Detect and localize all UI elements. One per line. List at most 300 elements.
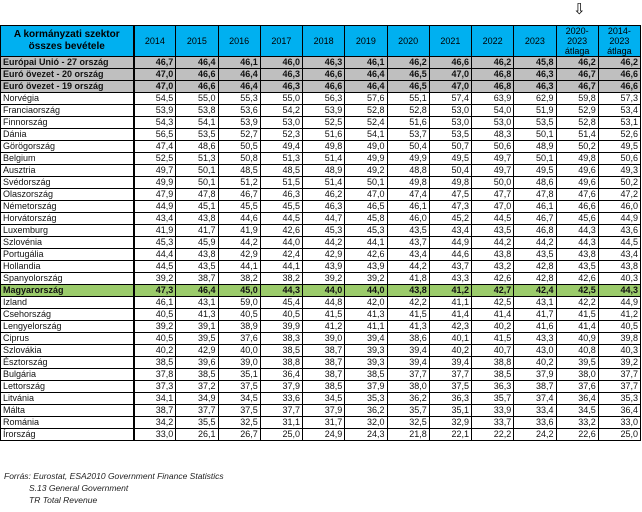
country-name: Csehország — [1, 309, 134, 321]
value-cell: 46,7 — [134, 57, 176, 69]
value-cell: 52,3 — [260, 129, 302, 141]
value-cell: 22,2 — [472, 429, 514, 441]
value-cell: 40,0 — [218, 345, 260, 357]
value-cell: 50,7 — [429, 141, 471, 153]
value-cell: 39,3 — [345, 345, 387, 357]
value-cell: 34,1 — [134, 393, 176, 405]
value-cell: 46,4 — [176, 57, 218, 69]
table-row — [1, 309, 641, 321]
value-cell: 38,7 — [303, 345, 345, 357]
value-cell: 46,3 — [260, 189, 302, 201]
value-cell: 41,9 — [218, 225, 260, 237]
value-cell: 56,5 — [134, 129, 176, 141]
value-cell: 36,3 — [429, 393, 471, 405]
value-cell: 42,6 — [556, 273, 598, 285]
value-cell: 39,0 — [303, 333, 345, 345]
value-cell: 35,3 — [598, 393, 640, 405]
value-cell: 46,5 — [387, 69, 429, 81]
value-cell: 36,3 — [472, 381, 514, 393]
country-name: Málta — [1, 405, 134, 417]
value-cell: 33,9 — [472, 405, 514, 417]
value-cell: 38,8 — [472, 357, 514, 369]
value-cell: 53,6 — [218, 105, 260, 117]
value-cell: 44,3 — [260, 285, 302, 297]
value-cell: 44,0 — [303, 285, 345, 297]
value-cell: 43,7 — [429, 261, 471, 273]
value-cell: 25,0 — [260, 429, 302, 441]
value-cell: 50,1 — [514, 129, 556, 141]
value-cell: 37,9 — [514, 369, 556, 381]
value-cell: 49,4 — [260, 141, 302, 153]
value-cell: 42,9 — [303, 249, 345, 261]
value-cell: 43,1 — [514, 297, 556, 309]
value-cell: 51,3 — [176, 153, 218, 165]
footer-line-2: S.13 General Government — [29, 483, 129, 493]
value-cell: 48,9 — [514, 141, 556, 153]
value-cell: 50,4 — [387, 141, 429, 153]
value-cell: 49,7 — [134, 165, 176, 177]
value-cell: 46,3 — [514, 69, 556, 81]
value-cell: 42,6 — [345, 249, 387, 261]
column-header: 2016 — [218, 26, 260, 57]
value-cell: 22,1 — [429, 429, 471, 441]
value-cell: 52,8 — [556, 117, 598, 129]
value-cell: 38,7 — [514, 381, 556, 393]
value-cell: 44,8 — [303, 297, 345, 309]
value-cell: 44,3 — [598, 285, 640, 297]
column-header: 2020 — [387, 26, 429, 57]
value-cell: 52,5 — [134, 153, 176, 165]
value-cell: 42,3 — [429, 321, 471, 333]
country-name: Finnország — [1, 117, 134, 129]
table-row — [1, 393, 641, 405]
country-name: Észtország — [1, 357, 134, 369]
country-name: Luxemburg — [1, 225, 134, 237]
column-header: 2018 — [303, 26, 345, 57]
value-cell: 33,6 — [260, 393, 302, 405]
column-header: 2020-2023 átlaga — [556, 26, 598, 57]
value-cell: 46,3 — [303, 57, 345, 69]
value-cell: 48,5 — [260, 165, 302, 177]
value-cell: 53,0 — [429, 117, 471, 129]
value-cell: 50,1 — [176, 177, 218, 189]
value-cell: 43,3 — [514, 333, 556, 345]
value-cell: 41,9 — [134, 225, 176, 237]
value-cell: 45,2 — [429, 213, 471, 225]
value-cell: 38,5 — [472, 369, 514, 381]
value-cell: 46,2 — [556, 57, 598, 69]
value-cell: 55,0 — [176, 93, 218, 105]
value-cell: 47,4 — [134, 141, 176, 153]
column-header: 2015 — [176, 26, 218, 57]
value-cell: 43,5 — [387, 225, 429, 237]
value-cell: 52,8 — [387, 105, 429, 117]
column-header: 2022 — [472, 26, 514, 57]
value-cell: 46,6 — [303, 81, 345, 93]
table-row — [1, 177, 641, 189]
value-cell: 41,4 — [429, 309, 471, 321]
value-cell: 57,3 — [598, 93, 640, 105]
value-cell: 55,3 — [218, 93, 260, 105]
country-name: Lengyelország — [1, 321, 134, 333]
value-cell: 47,5 — [429, 189, 471, 201]
value-cell: 46,7 — [556, 81, 598, 93]
value-cell: 38,6 — [387, 333, 429, 345]
value-cell: 46,2 — [303, 189, 345, 201]
value-cell: 43,1 — [176, 297, 218, 309]
value-cell: 47,0 — [134, 81, 176, 93]
value-cell: 49,0 — [345, 141, 387, 153]
table-row — [1, 93, 641, 105]
value-cell: 45,4 — [260, 297, 302, 309]
value-cell: 38,0 — [387, 381, 429, 393]
value-cell: 47,6 — [556, 189, 598, 201]
value-cell: 39,2 — [134, 273, 176, 285]
value-cell: 26,7 — [218, 429, 260, 441]
value-cell: 43,7 — [387, 237, 429, 249]
value-cell: 43,9 — [345, 261, 387, 273]
value-cell: 43,5 — [176, 261, 218, 273]
value-cell: 39,2 — [134, 321, 176, 333]
value-cell: 37,7 — [387, 369, 429, 381]
value-cell: 49,3 — [598, 165, 640, 177]
value-cell: 33,0 — [598, 417, 640, 429]
value-cell: 35,3 — [345, 393, 387, 405]
value-cell: 36,4 — [598, 405, 640, 417]
country-name: Európai Unió - 27 ország — [1, 57, 134, 69]
value-cell: 41,5 — [556, 309, 598, 321]
value-cell: 33,7 — [472, 417, 514, 429]
value-cell: 47,2 — [598, 189, 640, 201]
value-cell: 49,5 — [514, 165, 556, 177]
value-cell: 35,7 — [387, 405, 429, 417]
country-name: Svédország — [1, 177, 134, 189]
value-cell: 46,7 — [218, 189, 260, 201]
table-title: A kormányzati szektor összes bevétele — [1, 26, 134, 57]
table-row — [1, 105, 641, 117]
value-cell: 41,8 — [387, 273, 429, 285]
value-cell: 44,9 — [429, 237, 471, 249]
value-cell: 49,6 — [556, 165, 598, 177]
value-cell: 46,1 — [218, 57, 260, 69]
country-name: Németország — [1, 201, 134, 213]
table-row — [1, 285, 641, 297]
value-cell: 43,5 — [514, 249, 556, 261]
value-cell: 51,6 — [387, 117, 429, 129]
value-cell: 52,5 — [303, 117, 345, 129]
value-cell: 37,9 — [303, 405, 345, 417]
value-cell: 49,8 — [556, 153, 598, 165]
value-cell: 50,1 — [345, 177, 387, 189]
value-cell: 44,0 — [345, 285, 387, 297]
value-cell: 35,5 — [176, 417, 218, 429]
value-cell: 39,2 — [303, 273, 345, 285]
value-cell: 49,5 — [598, 141, 640, 153]
value-cell: 53,0 — [429, 105, 471, 117]
value-cell: 51,6 — [303, 129, 345, 141]
value-cell: 42,2 — [556, 297, 598, 309]
value-cell: 32,5 — [387, 417, 429, 429]
value-cell: 51,9 — [514, 105, 556, 117]
value-cell: 52,6 — [598, 129, 640, 141]
country-name: Litvánia — [1, 393, 134, 405]
value-cell: 37,7 — [260, 405, 302, 417]
value-cell: 37,5 — [429, 381, 471, 393]
table-row — [1, 249, 641, 261]
value-cell: 51,4 — [556, 129, 598, 141]
table-row — [1, 129, 641, 141]
value-cell: 41,6 — [514, 321, 556, 333]
table-row — [1, 369, 641, 381]
value-cell: 50,8 — [218, 153, 260, 165]
value-cell: 49,2 — [345, 165, 387, 177]
country-name: Szlovákia — [1, 345, 134, 357]
value-cell: 42,7 — [472, 285, 514, 297]
value-cell: 46,4 — [218, 69, 260, 81]
value-cell: 42,9 — [218, 249, 260, 261]
column-header: 2019 — [345, 26, 387, 57]
value-cell: 39,4 — [345, 333, 387, 345]
value-cell: 32,9 — [429, 417, 471, 429]
value-cell: 38,2 — [218, 273, 260, 285]
value-cell: 42,2 — [387, 297, 429, 309]
value-cell: 44,7 — [303, 213, 345, 225]
value-cell: 47,0 — [345, 189, 387, 201]
country-name: Románia — [1, 417, 134, 429]
value-cell: 38,7 — [176, 273, 218, 285]
table-row — [1, 165, 641, 177]
value-cell: 48,9 — [303, 165, 345, 177]
value-cell: 40,2 — [472, 321, 514, 333]
value-cell: 39,0 — [218, 357, 260, 369]
footer-line-3: TR Total Revenue — [29, 495, 98, 505]
value-cell: 53,8 — [176, 105, 218, 117]
value-cell: 36,2 — [387, 393, 429, 405]
value-cell: 50,6 — [598, 153, 640, 165]
value-cell: 56,3 — [303, 93, 345, 105]
value-cell: 43,4 — [598, 249, 640, 261]
value-cell: 37,5 — [218, 405, 260, 417]
value-cell: 47,0 — [134, 69, 176, 81]
value-cell: 51,5 — [260, 177, 302, 189]
value-cell: 51,2 — [218, 177, 260, 189]
value-cell: 39,4 — [387, 357, 429, 369]
table-row — [1, 345, 641, 357]
value-cell: 36,2 — [345, 405, 387, 417]
value-cell: 34,5 — [556, 405, 598, 417]
value-cell: 44,2 — [514, 237, 556, 249]
country-name: Lettország — [1, 381, 134, 393]
value-cell: 38,5 — [303, 381, 345, 393]
value-cell: 24,2 — [514, 429, 556, 441]
value-cell: 45,1 — [176, 201, 218, 213]
value-cell: 47,8 — [514, 189, 556, 201]
value-cell: 53,9 — [134, 105, 176, 117]
value-cell: 43,8 — [176, 213, 218, 225]
value-cell: 46,2 — [598, 57, 640, 69]
value-cell: 41,2 — [429, 285, 471, 297]
value-cell: 46,2 — [387, 57, 429, 69]
value-cell: 34,9 — [176, 393, 218, 405]
value-cell: 37,7 — [598, 381, 640, 393]
value-cell: 46,4 — [176, 285, 218, 297]
value-cell: 44,1 — [345, 237, 387, 249]
value-cell: 45,3 — [134, 237, 176, 249]
value-cell: 41,4 — [556, 321, 598, 333]
value-cell: 38,5 — [260, 345, 302, 357]
value-cell: 41,1 — [429, 297, 471, 309]
value-cell: 33,4 — [514, 405, 556, 417]
table-row — [1, 273, 641, 285]
value-cell: 38,5 — [345, 369, 387, 381]
value-cell: 40,1 — [429, 333, 471, 345]
value-cell: 46,4 — [218, 81, 260, 93]
table-row — [1, 201, 641, 213]
value-cell: 59,0 — [218, 297, 260, 309]
value-cell: 39,1 — [176, 321, 218, 333]
value-cell: 46,7 — [514, 213, 556, 225]
value-cell: 40,5 — [218, 309, 260, 321]
header-row — [1, 26, 641, 57]
value-cell: 49,7 — [472, 153, 514, 165]
value-cell: 42,5 — [472, 297, 514, 309]
value-cell: 37,7 — [429, 369, 471, 381]
value-cell: 44,1 — [260, 261, 302, 273]
value-cell: 46,3 — [514, 81, 556, 93]
value-cell: 41,5 — [472, 333, 514, 345]
value-cell: 53,5 — [514, 117, 556, 129]
table-row — [1, 69, 641, 81]
value-cell: 53,9 — [303, 105, 345, 117]
value-cell: 41,2 — [303, 321, 345, 333]
value-cell: 46,6 — [176, 81, 218, 93]
value-cell: 45,6 — [556, 213, 598, 225]
value-cell: 45,8 — [514, 57, 556, 69]
value-cell: 31,1 — [260, 417, 302, 429]
value-cell: 50,1 — [514, 153, 556, 165]
value-cell: 44,2 — [387, 261, 429, 273]
column-header: 2014-2023 átlaga — [598, 26, 640, 57]
value-cell: 41,3 — [176, 309, 218, 321]
value-cell: 43,8 — [472, 249, 514, 261]
value-cell: 35,7 — [472, 393, 514, 405]
value-cell: 33,0 — [134, 429, 176, 441]
value-cell: 42,6 — [260, 225, 302, 237]
value-cell: 52,7 — [218, 129, 260, 141]
value-cell: 50,4 — [429, 165, 471, 177]
table-row — [1, 381, 641, 393]
table-row — [1, 213, 641, 225]
value-cell: 39,8 — [598, 333, 640, 345]
value-cell: 43,4 — [429, 225, 471, 237]
value-cell: 49,8 — [387, 177, 429, 189]
value-cell: 46,3 — [303, 201, 345, 213]
country-name: Franciaország — [1, 105, 134, 117]
value-cell: 44,0 — [260, 237, 302, 249]
value-cell: 44,9 — [134, 201, 176, 213]
value-cell: 49,9 — [134, 177, 176, 189]
value-cell: 46,0 — [260, 57, 302, 69]
value-cell: 38,5 — [134, 357, 176, 369]
value-cell: 54,1 — [176, 117, 218, 129]
value-cell: 48,3 — [472, 129, 514, 141]
value-cell: 39,2 — [598, 357, 640, 369]
value-cell: 59,8 — [556, 93, 598, 105]
value-cell: 44,6 — [429, 249, 471, 261]
value-cell: 47,7 — [472, 189, 514, 201]
down-arrow-icon: ⇩ — [573, 1, 586, 18]
value-cell: 49,5 — [429, 153, 471, 165]
value-cell: 35,1 — [429, 405, 471, 417]
country-name: Ausztria — [1, 165, 134, 177]
value-cell: 46,3 — [260, 81, 302, 93]
value-cell: 33,2 — [556, 417, 598, 429]
table-row — [1, 261, 641, 273]
value-cell: 45,8 — [345, 213, 387, 225]
value-cell: 55,1 — [387, 93, 429, 105]
value-cell: 41,3 — [387, 321, 429, 333]
value-cell: 40,5 — [598, 321, 640, 333]
value-cell: 53,5 — [429, 129, 471, 141]
value-cell: 49,8 — [429, 177, 471, 189]
value-cell: 53,7 — [387, 129, 429, 141]
value-cell: 38,7 — [134, 405, 176, 417]
value-cell: 53,0 — [472, 117, 514, 129]
value-cell: 43,0 — [514, 345, 556, 357]
value-cell: 41,3 — [345, 309, 387, 321]
table-row — [1, 357, 641, 369]
value-cell: 26,1 — [176, 429, 218, 441]
value-cell: 46,6 — [429, 57, 471, 69]
value-cell: 54,3 — [134, 117, 176, 129]
revenue-table — [0, 25, 641, 441]
value-cell: 41,4 — [472, 309, 514, 321]
value-cell: 44,9 — [598, 213, 640, 225]
value-cell: 46,4 — [345, 81, 387, 93]
table-row — [1, 117, 641, 129]
value-cell: 43,5 — [472, 225, 514, 237]
value-cell: 46,5 — [345, 201, 387, 213]
country-name: Portugália — [1, 249, 134, 261]
value-cell: 55,0 — [260, 93, 302, 105]
value-cell: 44,2 — [218, 237, 260, 249]
value-cell: 52,9 — [556, 105, 598, 117]
value-cell: 42,9 — [176, 345, 218, 357]
value-cell: 46,1 — [345, 57, 387, 69]
value-cell: 47,3 — [429, 201, 471, 213]
value-cell: 49,6 — [556, 177, 598, 189]
value-cell: 63,9 — [472, 93, 514, 105]
value-cell: 47,9 — [134, 189, 176, 201]
country-name: Görögország — [1, 141, 134, 153]
value-cell: 38,3 — [260, 333, 302, 345]
value-cell: 54,1 — [345, 129, 387, 141]
value-cell: 50,2 — [556, 141, 598, 153]
value-cell: 46,8 — [472, 81, 514, 93]
value-cell: 43,3 — [429, 273, 471, 285]
table-row — [1, 237, 641, 249]
value-cell: 53,5 — [176, 129, 218, 141]
value-cell: 34,5 — [218, 393, 260, 405]
value-cell: 43,8 — [176, 249, 218, 261]
value-cell: 39,4 — [429, 357, 471, 369]
value-cell: 51,3 — [260, 153, 302, 165]
value-cell: 24,9 — [303, 429, 345, 441]
value-cell: 44,5 — [598, 237, 640, 249]
value-cell: 37,3 — [134, 381, 176, 393]
value-cell: 46,2 — [472, 57, 514, 69]
country-name: Írország — [1, 429, 134, 441]
